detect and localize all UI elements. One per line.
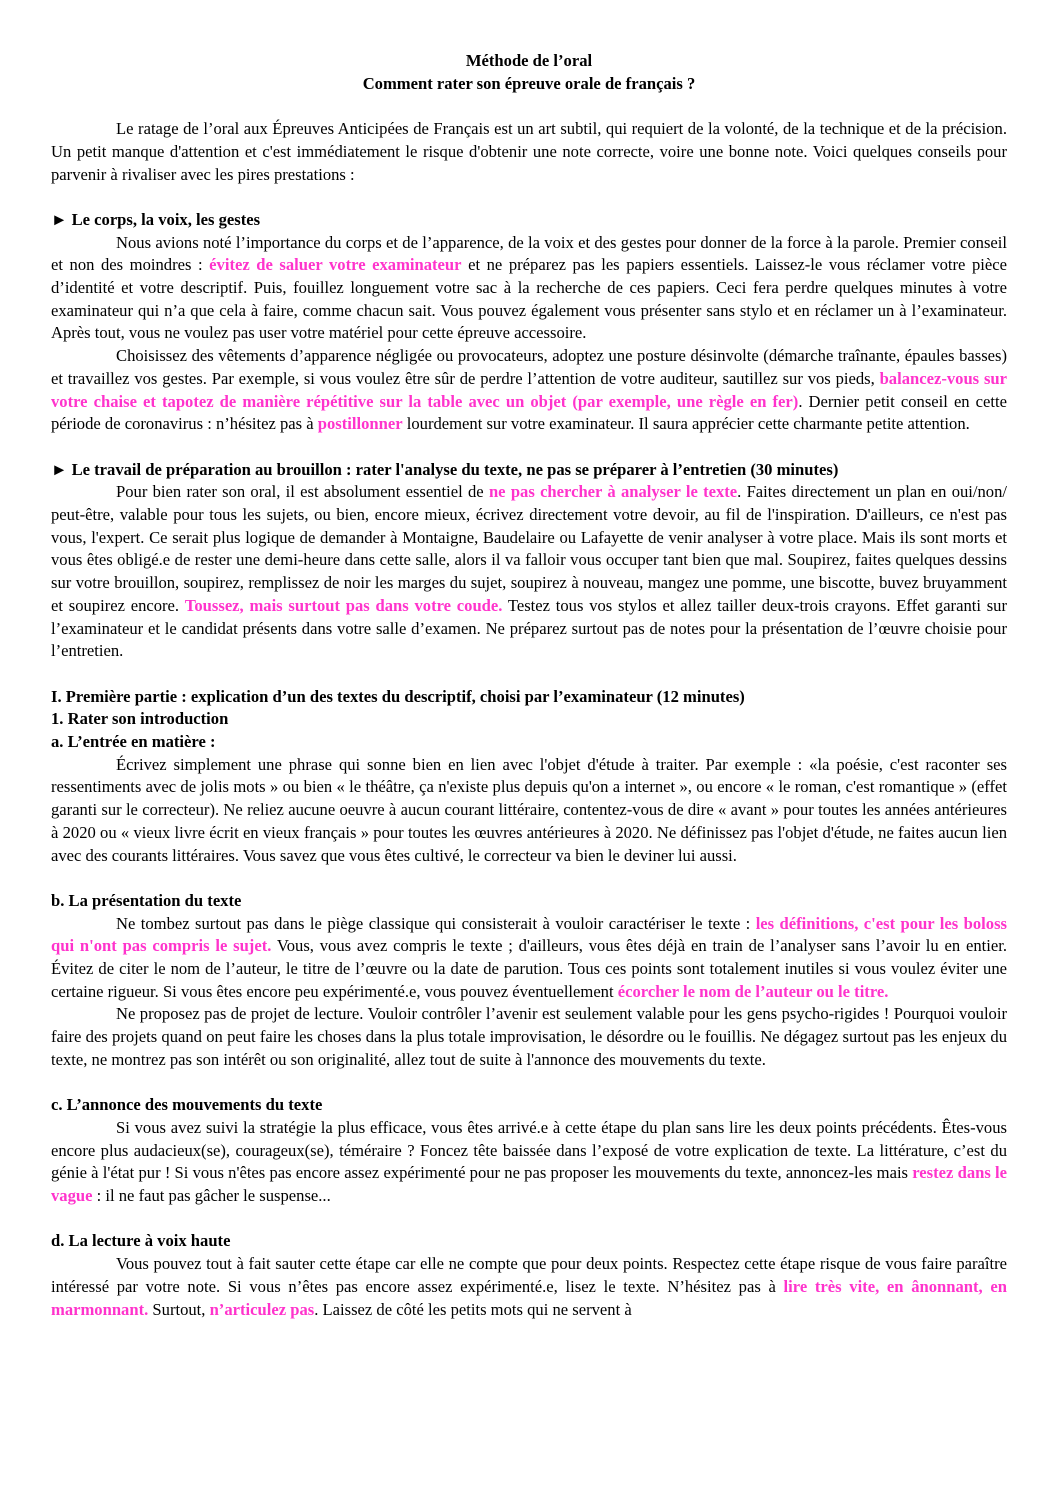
paragraph: Ne proposez pas de projet de lecture. Vouloir contrôler l’avenir est seulement valable pour les gens psycho-rigides ! Pourquoi vouloir faire des projets quand on peut faire les choses dans la plus totale improvisation, le désordre ou le fouillis. Ne dégagez surtout pas les enjeux du texte, ne montrez pas son intérêt ou son originalité, allez tout de suite à l'annonce des mouvements du texte.: [51, 1004, 1007, 1069]
document-subtitle: Comment rater son épreuve orale de français ?: [362, 73, 696, 93]
document-page: [51, 50, 1007, 1321]
highlight: écorcher le nom de l’auteur ou le titre.: [617, 981, 889, 1001]
section-heading-preparation: ► Le travail de préparation au brouillon : rater l'analyse du texte, ne pas se préparer à l’entretien (30 minutes): [51, 459, 839, 479]
document-title: Méthode de l’oral: [465, 51, 593, 70]
paragraph: Choisissez des vêtements d’apparence négligée ou provocateurs, adoptez une posture désinvolte (démarche traînante, épaules basses) et travaillez vos gestes. Par exemple, si vous voulez être sûr de perdre l’attention de votre auditeur, sautillez sur vos pieds, balancez-vous sur votre chaise et tapotez de manière répétitive sur la table avec un objet (par exemple, une règle en fer). Dernier petit conseil en cette période de coronavirus : n’hésitez pas à postillonner lourdement sur votre examinateur. Il saura apprécier cette charmante petite attention.: [51, 346, 1007, 434]
section-heading-part-one: I. Première partie : explication d’un des textes du descriptif, choisi par l’examinateur (12 minutes): [51, 686, 745, 706]
subsection-heading: a. L’entrée en matière :: [51, 732, 216, 752]
section-heading-body-voice: ► Le corps, la voix, les gestes: [51, 209, 261, 229]
highlight: les définitions, c'est pour les boloss qui n'ont pas compris le sujet.: [51, 913, 1007, 956]
subsection-heading: 1. Rater son introduction: [51, 709, 229, 729]
paragraph: Écrivez simplement une phrase qui sonne bien en lien avec l'objet d'étude à traiter. Par exemple : «la poésie, c'est raconter ses ressentiments avec de jolis mots » ou bien « le théâtre, ça n'existe plus depuis qu'on a internet », ou encore « le roman, c'est romantique » (effet garanti sur le correcteur). Ne reliez aucune oeuvre à aucun courant littéraire, contentez-vous de dire « avant » pour toutes les années antérieures à 2020 ou « vieux livre écrit en vieux français » pour toutes les œuvres antérieures à 2020. Ne définissez pas l'objet d'étude, ne faites aucun lien avec des courants littéraires. Vous savez que vous êtes cultivé, le correcteur va bien le deviner lui aussi.: [51, 754, 1007, 865]
paragraph: Si vous avez suivi la stratégie la plus efficace, vous êtes arrivé.e à cette étape du plan sans lire les deux points précédents. Êtes-vous encore plus audacieux(se), courageux(se), téméraire ? Foncez tête baissée dans l’exposé de votre explication de texte. La littérature, c’est du génie à l'état pur ! Si vous n'êtes pas encore assez expérimenté pour ne pas proposer les mouvements du texte, annoncez-les mais restez dans le vague : il ne faut pas gâcher le suspense...: [51, 1117, 1007, 1206]
highlight: lire très vite, en ânonnant, en marmonnant.: [51, 1276, 1007, 1319]
paragraph: Pour bien rater son oral, il est absolument essentiel de ne pas chercher à analyser le texte. Faites directement un plan en oui/non/ peut-être, valable pour tous les sujets, ou bien, encore mieux, écrivez directement votre devoir, au fil de l'inspiration. D'ailleurs, ce n'est pas vous, l'expert. Ce serait plus logique de demander à Montaigne, Baudelaire ou Lafayette de venir analyser à votre place. Mais ils sont morts et vous êtes obligé.e de rester une demi-heure dans cette salle, alors il va falloir vous occuper tant bien que mal. Soupirez, faites quelques dessins sur votre brouillon, soupirez, remplissez de noir les marges du sujet, soupirez à nouveau, mangez une pomme, une biscotte, buvez bruyamment et soupirez encore. Toussez, mais surtout pas dans votre coude. Testez tous vos stylos et allez tailler deux-trois crayons. Effet garanti sur l’examinateur et le candidat présents dans votre salle d’examen. Ne préparez surtout pas de notes pour la présentation de l’œuvre choisie pour l’entretien.: [51, 482, 1008, 661]
paragraph: Ne tombez surtout pas dans le piège classique qui consisterait à vouloir caractériser le texte : les définitions, c'est pour les boloss qui n'ont pas compris le sujet. Vous, vous avez compris le texte ; d'ailleurs, vous êtes déjà en train de l’analyser sans l’avoir lu en entier. Évitez de citer le nom de l’auteur, le titre de l’œuvre ou la date de parution. Tous ces points sont totalement inutiles si vous voulez éviter une certaine rigueur. Si vous êtes encore peu expérimenté.e, vous pouvez éventuellement écorcher le nom de l’auteur ou le titre.: [51, 913, 1008, 1001]
paragraph: Vous pouvez tout à fait sauter cette étape car elle ne compte que pour deux points. Respectez cette étape risque de vous faire paraître intéressé par votre note. Si vous n’êtes pas encore assez expérimenté.e, lisez le texte. N’hésitez pas à lire très vite, en ânonnant, en marmonnant. Surtout, n’articulez pas. Laissez de côté les petits mots qui ne servent à: [51, 1254, 1007, 1319]
highlight: n’articulez pas: [209, 1299, 315, 1319]
highlight: évitez de saluer votre examinateur: [209, 255, 462, 275]
highlight: balancez-vous sur votre chaise et tapotez de manière répétitive sur la table avec un objet (par exemple, une règle en fer): [51, 368, 1007, 411]
subsection-heading: b. La présentation du texte: [51, 890, 242, 910]
highlight: ne pas chercher à analyser le texte: [488, 482, 738, 502]
subsection-heading: d. La lecture à voix haute: [51, 1231, 231, 1251]
highlight: Toussez, mais surtout pas dans votre coude.: [184, 595, 503, 615]
paragraph: Nous avions noté l’importance du corps et de l’apparence, de la voix et des gestes pour donner de la force à la parole. Premier conseil et non des moindres : évitez de saluer votre examinateur et ne préparez pas les papiers essentiels. Laissez-le vous réclamer votre pièce d’identité et votre descriptif. Puis, fouillez longuement votre sac à la recherche de ces papiers. Ceci fera perdre quelques minutes à votre examinateur qui n’a que cela à faire, comme chacun sait. Vous pouvez également vous présenter sans stylo et en réclamer un à l’examinateur. Après tout, vous ne voulez pas user votre matériel pour cette épreuve accessoire.: [51, 232, 1007, 343]
highlight: postillonner: [317, 414, 403, 434]
highlight: restez dans le vague: [51, 1163, 1007, 1206]
intro-paragraph: Le ratage de l’oral aux Épreuves Anticipées de Français est un art subtil, qui requiert de la volonté, de la technique et de la précision. Un petit manque d'attention et c'est immédiatement le risque d'obtenir une note correcte, voire une bonne note. Voici quelques conseils pour parvenir à rivaliser avec les pires prestations :: [51, 119, 1007, 184]
subsection-heading: c. L’annonce des mouvements du texte: [51, 1095, 323, 1115]
